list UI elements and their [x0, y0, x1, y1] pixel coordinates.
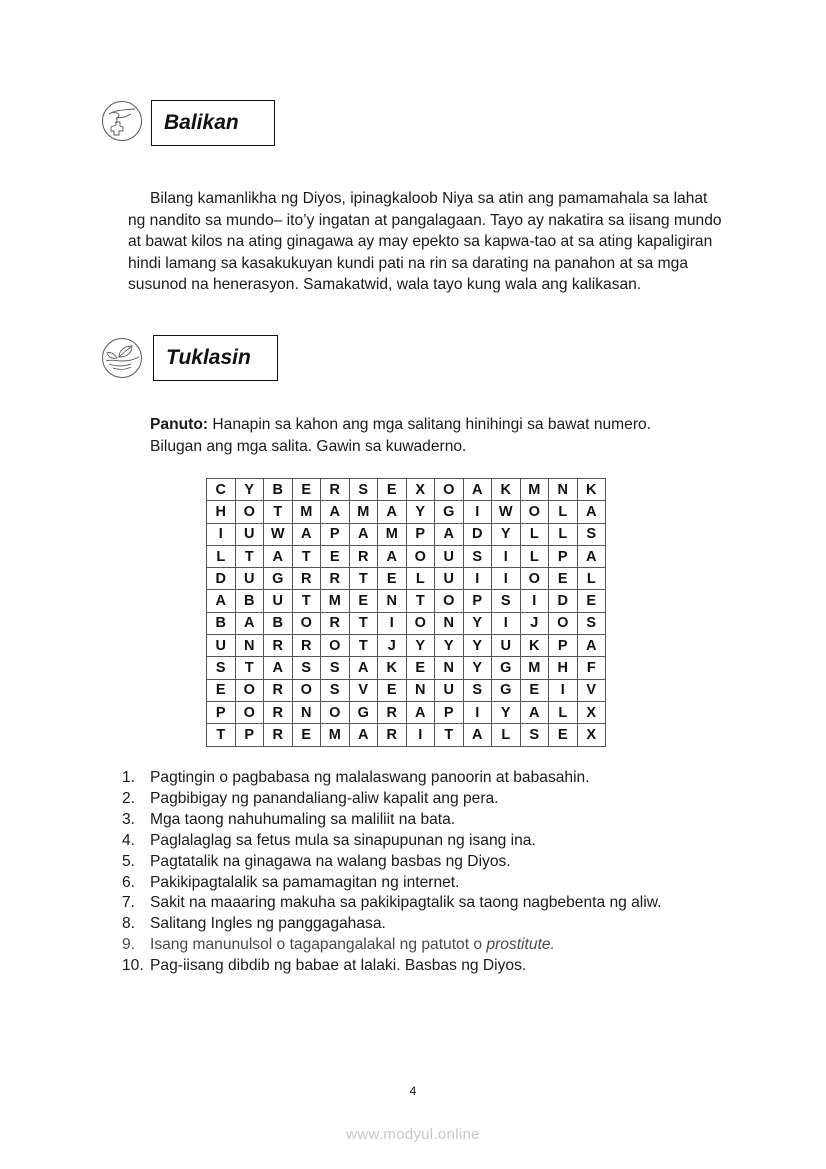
grid-cell[interactable]: S	[492, 590, 521, 612]
grid-cell[interactable]: R	[321, 479, 350, 501]
instructions-label: Panuto:	[150, 416, 209, 433]
grid-row	[207, 568, 606, 590]
grid-cell[interactable]: X	[577, 701, 606, 723]
clue-text-main: Isang manunulsol o tagapangalakal ng patutot o	[150, 936, 487, 954]
grid-cell[interactable]: D	[207, 568, 236, 590]
grid-cell[interactable]: A	[264, 545, 293, 567]
clue-number: 2.	[122, 789, 136, 807]
grid-cell[interactable]: S	[349, 479, 378, 501]
grid-cell[interactable]: E	[549, 724, 578, 746]
grid-cell[interactable]: R	[264, 724, 293, 746]
clue-item	[122, 789, 661, 810]
clue-text	[150, 810, 455, 831]
grid-cell[interactable]: Y	[406, 501, 435, 523]
grid-cell[interactable]: B	[207, 612, 236, 634]
grid-cell[interactable]: I	[549, 679, 578, 701]
grid-cell[interactable]: Y	[235, 479, 264, 501]
grid-cell[interactable]: O	[235, 501, 264, 523]
grid-cell[interactable]: U	[264, 590, 293, 612]
grid-cell[interactable]: O	[435, 590, 464, 612]
grid-cell[interactable]: E	[292, 479, 321, 501]
grid-cell[interactable]: L	[549, 501, 578, 523]
clue-text-main: Paglalaglag sa fetus mula sa sinapupunan ng isang ina.	[150, 831, 536, 849]
instructions-line-1	[150, 414, 730, 436]
hand-leaf-icon	[101, 337, 143, 379]
grid-cell[interactable]: R	[264, 679, 293, 701]
grid-cell[interactable]: T	[292, 545, 321, 567]
clue-text	[150, 831, 536, 852]
grid-cell[interactable]: E	[292, 724, 321, 746]
grid-cell[interactable]: U	[235, 523, 264, 545]
grid-cell[interactable]: A	[435, 523, 464, 545]
grid-cell[interactable]: S	[463, 679, 492, 701]
grid-cell[interactable]: T	[349, 568, 378, 590]
grid-cell[interactable]: L	[520, 545, 549, 567]
grid-cell[interactable]: O	[549, 612, 578, 634]
clue-text-main: Salitang Ingles ng panggagahasa.	[150, 915, 386, 933]
grid-cell[interactable]: A	[207, 590, 236, 612]
grid-cell[interactable]: T	[235, 657, 264, 679]
grid-cell[interactable]: B	[264, 612, 293, 634]
clue-number: 7.	[122, 894, 136, 912]
clue-text	[150, 956, 526, 977]
grid-cell[interactable]: P	[207, 701, 236, 723]
grid-cell[interactable]: U	[207, 635, 236, 657]
grid-cell[interactable]: Y	[492, 523, 521, 545]
grid-cell[interactable]: A	[577, 501, 606, 523]
grid-cell[interactable]: L	[406, 568, 435, 590]
clue-text	[150, 768, 590, 789]
grid-cell[interactable]: M	[520, 657, 549, 679]
grid-cell[interactable]: A	[463, 724, 492, 746]
grid-cell[interactable]: T	[435, 724, 464, 746]
grid-cell[interactable]: U	[435, 679, 464, 701]
watermark: www.modyul.online	[346, 1126, 480, 1143]
grid-cell[interactable]: N	[406, 679, 435, 701]
grid-cell[interactable]: L	[492, 724, 521, 746]
grid-cell[interactable]: R	[321, 612, 350, 634]
grid-cell[interactable]: P	[406, 523, 435, 545]
grid-cell[interactable]: C	[207, 479, 236, 501]
grid-cell[interactable]: Y	[406, 635, 435, 657]
grid-cell[interactable]: X	[406, 479, 435, 501]
grid-cell[interactable]: P	[549, 635, 578, 657]
grid-row	[207, 612, 606, 634]
clue-item	[122, 893, 661, 914]
grid-cell[interactable]: A	[349, 657, 378, 679]
instructions	[150, 414, 730, 458]
grid-cell[interactable]: N	[378, 590, 407, 612]
grid-cell[interactable]: I	[463, 501, 492, 523]
grid-cell[interactable]: E	[321, 545, 350, 567]
grid-cell[interactable]: S	[520, 724, 549, 746]
grid-row	[207, 501, 606, 523]
grid-cell[interactable]: S	[577, 612, 606, 634]
grid-cell[interactable]: O	[520, 568, 549, 590]
grid-cell[interactable]: I	[492, 545, 521, 567]
grid-cell[interactable]: Y	[463, 635, 492, 657]
grid-cell[interactable]: O	[520, 501, 549, 523]
clue-number: 6.	[122, 873, 136, 891]
grid-cell[interactable]: T	[406, 590, 435, 612]
grid-cell[interactable]: A	[463, 479, 492, 501]
grid-cell[interactable]: K	[378, 657, 407, 679]
grid-cell[interactable]: A	[577, 545, 606, 567]
grid-cell[interactable]: O	[235, 701, 264, 723]
grid-cell[interactable]: S	[577, 523, 606, 545]
grid-cell[interactable]: P	[435, 701, 464, 723]
grid-cell[interactable]: T	[264, 501, 293, 523]
grid-cell[interactable]: J	[520, 612, 549, 634]
clue-text	[150, 893, 661, 914]
grid-cell[interactable]: G	[435, 501, 464, 523]
clue-text-main: Mga taong nahuhumaling sa maliliit na bata.	[150, 810, 456, 828]
grid-cell[interactable]: E	[378, 568, 407, 590]
grid-cell[interactable]: R	[378, 701, 407, 723]
clue-item	[122, 852, 661, 873]
grid-cell[interactable]: A	[349, 724, 378, 746]
grid-row	[207, 635, 606, 657]
grid-cell[interactable]: R	[378, 724, 407, 746]
clue-text-main: Pag-iisang dibdib ng babae at lalaki. Basbas ng Diyos.	[150, 957, 527, 975]
grid-cell[interactable]: I	[463, 701, 492, 723]
grid-cell[interactable]: G	[349, 701, 378, 723]
grid-cell[interactable]: N	[292, 701, 321, 723]
grid-cell[interactable]: A	[378, 501, 407, 523]
grid-cell[interactable]: L	[549, 523, 578, 545]
grid-cell[interactable]: O	[235, 679, 264, 701]
grid-cell[interactable]: M	[292, 501, 321, 523]
grid-cell[interactable]: S	[321, 679, 350, 701]
grid-cell[interactable]: P	[549, 545, 578, 567]
grid-cell[interactable]: R	[321, 568, 350, 590]
grid-row	[207, 724, 606, 746]
grid-cell[interactable]: N	[435, 657, 464, 679]
grid-cell[interactable]: A	[321, 501, 350, 523]
grid-cell[interactable]: O	[435, 479, 464, 501]
grid-cell[interactable]: O	[321, 635, 350, 657]
grid-row	[207, 590, 606, 612]
clue-text-main: Sakit na maaaring makuha sa pakikipagtalik sa taong nagbebenta ng aliw.	[150, 894, 662, 912]
grid-cell[interactable]: N	[549, 479, 578, 501]
grid-cell[interactable]: I	[378, 612, 407, 634]
clue-item	[122, 956, 661, 977]
clue-text	[150, 852, 511, 873]
grid-cell[interactable]: V	[577, 679, 606, 701]
grid-cell[interactable]: M	[321, 590, 350, 612]
clue-text	[150, 935, 555, 956]
clue-item	[122, 831, 661, 852]
grid-cell[interactable]: E	[349, 590, 378, 612]
clue-text-main: Pagtatalik na ginagawa na walang basbas ng Diyos.	[150, 852, 511, 870]
grid-cell[interactable]: O	[321, 701, 350, 723]
grid-cell[interactable]: A	[292, 523, 321, 545]
grid-cell[interactable]: N	[435, 612, 464, 634]
grid-cell[interactable]: R	[264, 701, 293, 723]
grid-cell[interactable]: E	[406, 657, 435, 679]
tuklasin-title: Tuklasin	[153, 335, 278, 381]
grid-cell[interactable]: I	[207, 523, 236, 545]
grid-cell[interactable]: Y	[492, 701, 521, 723]
grid-cell[interactable]: D	[463, 523, 492, 545]
grid-row	[207, 657, 606, 679]
grid-cell[interactable]: K	[492, 479, 521, 501]
grid-row	[207, 523, 606, 545]
grid-cell[interactable]: U	[492, 635, 521, 657]
grid-cell[interactable]: I	[492, 568, 521, 590]
grid-cell[interactable]: K	[577, 479, 606, 501]
clue-text	[150, 873, 459, 894]
grid-cell[interactable]: Y	[463, 657, 492, 679]
grid-cell[interactable]: L	[207, 545, 236, 567]
clue-item	[122, 873, 661, 894]
clue-number: 1.	[122, 769, 136, 786]
clue-item	[122, 768, 661, 789]
clue-text	[150, 789, 499, 810]
grid-cell[interactable]: T	[292, 590, 321, 612]
grid-cell[interactable]: U	[435, 568, 464, 590]
grid-cell[interactable]: O	[406, 545, 435, 567]
grid-cell[interactable]: E	[378, 679, 407, 701]
balikan-paragraph-text: Bilang kamanlikha ng Diyos, ipinagkaloob Niya sa atin ang pamamahala sa lahat ng nandito sa mundo– ito’y ingatan at pangalagaan. Tayo ay nakatira sa iisang mundo at bawat kilos na ating ginagawa ay may epekto sa kapwa-tao at sa ating kapaligiran hindi lamang sa kasakukuyan kundi pati na rin sa darating na panahon at sa mga susunod na henerasyon. Samakatwid, wala tayo kung wala ang kalikasan.	[128, 190, 722, 293]
clue-text-italic: prostitute.	[486, 936, 555, 954]
clue-number: 8.	[122, 915, 136, 933]
grid-cell[interactable]: O	[292, 612, 321, 634]
grid-cell[interactable]: S	[207, 657, 236, 679]
clue-number: 5.	[122, 852, 136, 870]
grid-cell[interactable]: M	[378, 523, 407, 545]
grid-cell[interactable]: G	[492, 679, 521, 701]
grid-cell[interactable]: H	[207, 501, 236, 523]
grid-cell[interactable]: E	[378, 479, 407, 501]
clue-number: 10.	[122, 957, 144, 975]
grid-row	[207, 701, 606, 723]
clue-number: 3.	[122, 810, 136, 828]
instructions-text-1: Hanapin sa kahon ang mga salitang hinihingi sa bawat numero.	[208, 416, 652, 433]
grid-cell[interactable]: E	[207, 679, 236, 701]
grid-cell[interactable]: N	[235, 635, 264, 657]
grid-cell[interactable]: P	[235, 724, 264, 746]
grid-cell[interactable]: I	[520, 590, 549, 612]
clue-text-main: Pakikipagtalalik sa pamamagitan ng internet.	[150, 873, 460, 891]
grid-cell[interactable]: Y	[435, 635, 464, 657]
grid-cell[interactable]: H	[549, 657, 578, 679]
grid-cell[interactable]: O	[292, 679, 321, 701]
grid-cell[interactable]: L	[577, 568, 606, 590]
grid-cell[interactable]: T	[207, 724, 236, 746]
grid-cell[interactable]: A	[577, 635, 606, 657]
grid-cell[interactable]: M	[349, 501, 378, 523]
clue-number: 4.	[122, 831, 136, 849]
hand-puzzle-icon	[101, 100, 143, 142]
grid-cell[interactable]: T	[349, 635, 378, 657]
clue-item	[122, 914, 661, 935]
grid-cell[interactable]: Y	[463, 612, 492, 634]
grid-cell[interactable]: P	[321, 523, 350, 545]
grid-cell[interactable]: U	[435, 545, 464, 567]
grid-cell[interactable]: I	[463, 568, 492, 590]
grid-cell[interactable]: W	[264, 523, 293, 545]
grid-cell[interactable]: A	[349, 523, 378, 545]
grid-cell[interactable]: W	[492, 501, 521, 523]
grid-cell[interactable]: L	[520, 523, 549, 545]
balikan-title: Balikan	[151, 100, 275, 146]
grid-cell[interactable]: G	[264, 568, 293, 590]
grid-cell[interactable]: T	[349, 612, 378, 634]
instructions-line-2: Bilugan ang mga salita. Gawin sa kuwaderno.	[150, 438, 467, 455]
grid-cell[interactable]: S	[321, 657, 350, 679]
clue-text-main: Pagtingin o pagbabasa ng malalaswang panoorin at babasahin.	[150, 769, 590, 786]
clue-number: 9.	[122, 936, 136, 954]
grid-cell[interactable]: B	[264, 479, 293, 501]
grid-cell[interactable]: E	[520, 679, 549, 701]
grid-cell[interactable]: A	[406, 701, 435, 723]
clue-item	[122, 810, 661, 831]
clue-item	[122, 935, 661, 956]
grid-cell[interactable]: M	[520, 479, 549, 501]
clue-list	[122, 768, 661, 977]
grid-cell[interactable]: P	[463, 590, 492, 612]
grid-cell[interactable]: R	[292, 635, 321, 657]
grid-cell[interactable]: D	[549, 590, 578, 612]
grid-cell[interactable]: M	[321, 724, 350, 746]
grid-cell[interactable]: S	[292, 657, 321, 679]
grid-cell[interactable]: T	[235, 545, 264, 567]
grid-cell[interactable]: A	[235, 612, 264, 634]
grid-row	[207, 479, 606, 501]
grid-cell[interactable]: E	[577, 590, 606, 612]
page-number: 4	[409, 1084, 417, 1098]
grid-cell[interactable]: I	[492, 612, 521, 634]
grid-cell[interactable]: S	[463, 545, 492, 567]
grid-cell[interactable]: B	[235, 590, 264, 612]
word-search-grid	[206, 478, 606, 747]
grid-cell[interactable]: U	[235, 568, 264, 590]
grid-row	[207, 545, 606, 567]
grid-cell[interactable]: A	[378, 545, 407, 567]
grid-cell[interactable]: K	[520, 635, 549, 657]
grid-cell[interactable]: R	[292, 568, 321, 590]
grid-cell[interactable]: R	[349, 545, 378, 567]
clue-text-main: Pagbibigay ng panandaliang-aliw kapalit ang pera.	[150, 789, 499, 807]
grid-cell[interactable]: J	[378, 635, 407, 657]
grid-cell[interactable]: E	[549, 568, 578, 590]
grid-cell[interactable]: A	[520, 701, 549, 723]
grid-cell[interactable]: O	[406, 612, 435, 634]
grid-cell[interactable]: I	[406, 724, 435, 746]
grid-row	[207, 679, 606, 701]
clue-text	[150, 914, 386, 935]
balikan-paragraph	[128, 188, 728, 296]
grid-cell[interactable]: A	[264, 657, 293, 679]
grid-cell[interactable]: X	[577, 724, 606, 746]
grid-cell[interactable]: F	[577, 657, 606, 679]
grid-cell[interactable]: L	[549, 701, 578, 723]
grid-cell[interactable]: G	[492, 657, 521, 679]
grid-cell[interactable]: R	[264, 635, 293, 657]
grid-cell[interactable]: V	[349, 679, 378, 701]
